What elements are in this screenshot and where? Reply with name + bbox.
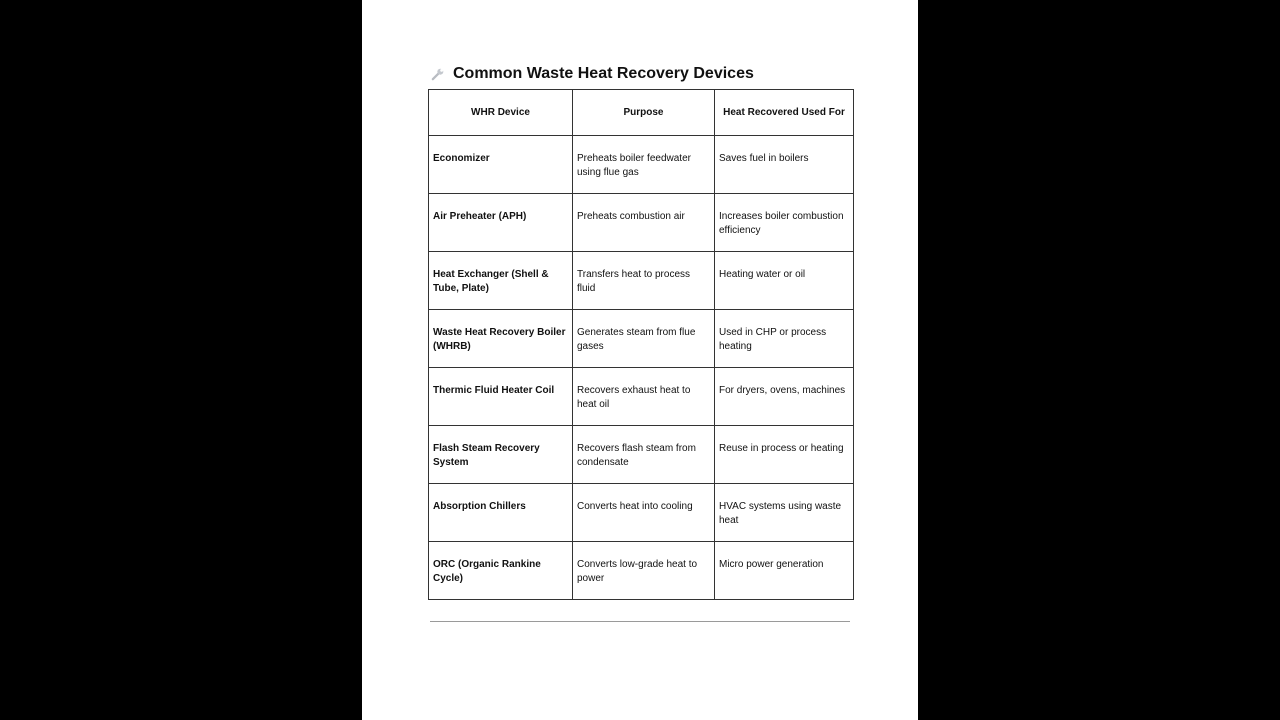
purpose-cell: Transfers heat to process fluid — [577, 269, 691, 294]
device-cell: ORC (Organic Rankine Cycle) — [433, 559, 541, 584]
purpose-cell: Preheats combustion air — [577, 211, 685, 222]
used-for-cell: Used in CHP or process heating — [719, 327, 827, 352]
table-header-row — [429, 90, 854, 136]
device-cell: Air Preheater (APH) — [433, 211, 527, 222]
device-cell: Absorption Chillers — [433, 501, 526, 512]
horizontal-divider — [430, 621, 850, 622]
header-used-for: Heat Recovered Used For — [715, 90, 854, 136]
device-cell: Waste Heat Recovery Boiler (WHRB) — [433, 327, 566, 352]
used-for-cell: Reuse in process or heating — [719, 443, 844, 454]
purpose-cell: Generates steam from flue gases — [577, 327, 696, 352]
device-cell: Heat Exchanger (Shell & Tube, Plate) — [433, 269, 549, 294]
purpose-cell: Recovers exhaust heat to heat oil — [577, 385, 691, 410]
table-row — [429, 136, 854, 194]
device-cell: Economizer — [433, 153, 490, 164]
used-for-cell: Micro power generation — [719, 559, 824, 570]
title-text: Common Waste Heat Recovery Devices — [453, 65, 754, 82]
table-row — [429, 194, 854, 252]
table-row — [429, 542, 854, 600]
page-title — [429, 63, 754, 85]
purpose-cell: Preheats boiler feedwater using flue gas — [577, 153, 691, 178]
device-cell: Thermic Fluid Heater Coil — [433, 385, 555, 396]
device-cell: Flash Steam Recovery System — [433, 443, 540, 468]
header-whr-device: WHR Device — [429, 90, 573, 136]
used-for-cell: Saves fuel in boilers — [719, 153, 809, 164]
purpose-cell: Converts heat into cooling — [577, 501, 693, 512]
table-row — [429, 484, 854, 542]
table-row — [429, 310, 854, 368]
table-row — [429, 252, 854, 310]
used-for-cell: Increases boiler combustion efficiency — [719, 211, 844, 236]
wrench-icon — [429, 66, 445, 82]
purpose-cell: Recovers flash steam from condensate — [577, 443, 696, 468]
used-for-cell: For dryers, ovens, machines — [719, 385, 846, 396]
document-page — [362, 0, 918, 720]
header-purpose: Purpose — [573, 90, 715, 136]
used-for-cell: HVAC systems using waste heat — [719, 501, 842, 526]
table-row — [429, 426, 854, 484]
whr-devices-table — [428, 89, 854, 600]
used-for-cell: Heating water or oil — [719, 269, 806, 280]
table-row — [429, 368, 854, 426]
purpose-cell: Converts low-grade heat to power — [577, 559, 698, 584]
